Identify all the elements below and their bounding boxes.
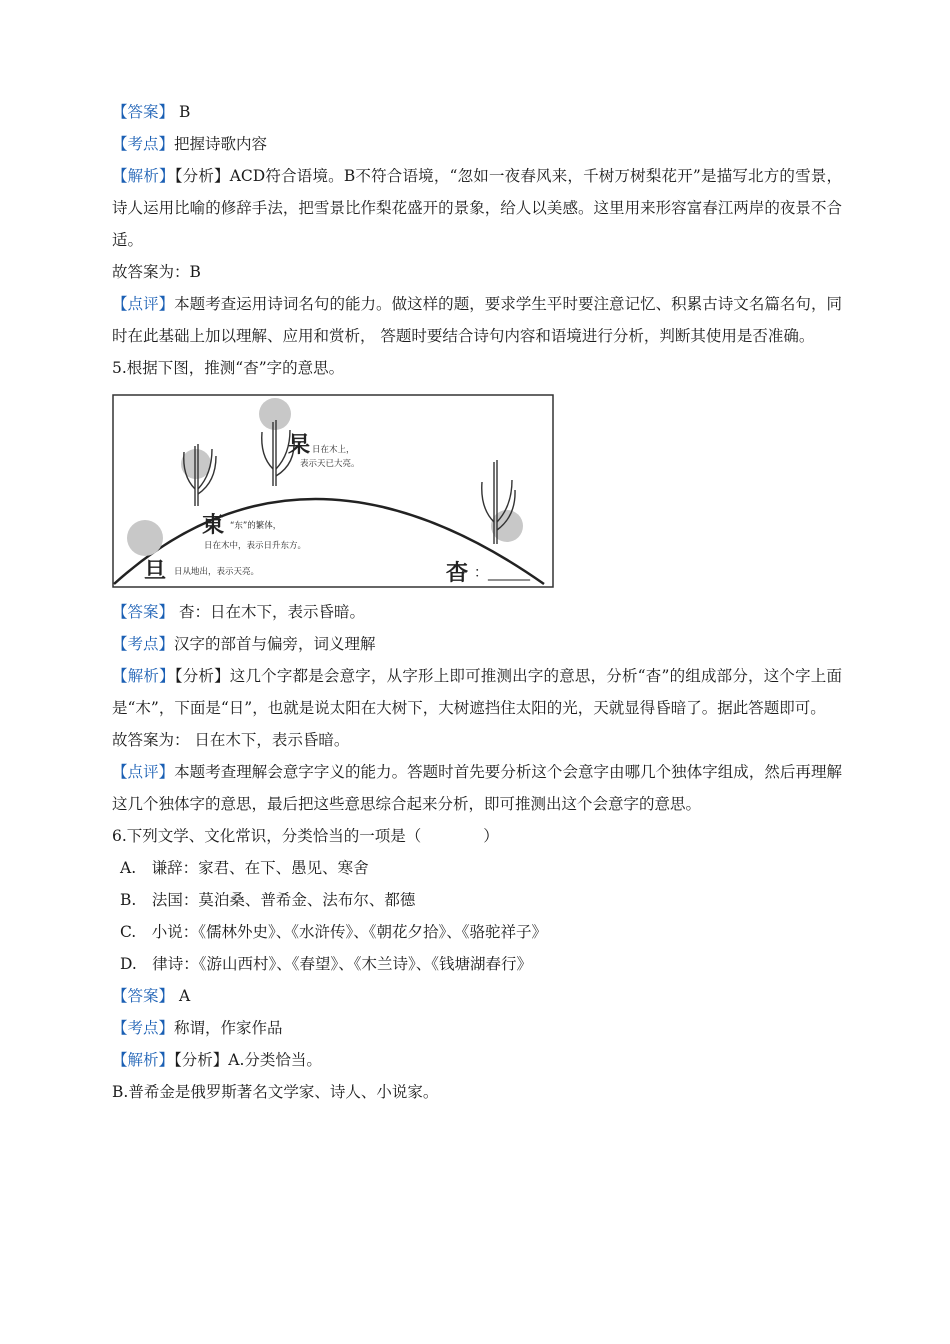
- knowledge-point-line-5: [112, 628, 842, 660]
- answer-tag: 【答案】: [112, 603, 175, 621]
- char-yao: 杳: [446, 561, 469, 586]
- answer-text: 杳：日在木下，表示昏暗。: [174, 603, 365, 621]
- option-c: C. 小说：《儒林外史》、《水浒传》、《朝花夕拾》、《骆驼祥子》: [120, 923, 547, 941]
- yao-blank: ：______: [474, 565, 530, 581]
- analysis-text: 【分析】A.分类恰当。: [174, 1051, 322, 1069]
- dong-desc-1: “东”的繁体，: [230, 521, 282, 531]
- answer-line: [112, 96, 842, 128]
- analysis-line-6: [112, 1044, 842, 1076]
- char-dong: 東: [202, 513, 225, 538]
- knowledge-tag: 【考点】: [112, 635, 175, 653]
- document-content: [112, 96, 842, 1108]
- dong-desc-2: 日在木中，表示日升东方。: [204, 541, 307, 551]
- answer-line-5: [112, 596, 842, 628]
- option-d: D. 律诗：《游山西村》、《春望》、《木兰诗》、《钱塘湖春行》: [120, 955, 533, 973]
- char-gao: 杲: [288, 433, 311, 458]
- analysis-text: 【分析】这几个字都是会意字，从字形上即可推测出字的意思，分析“杳”的组成部分，这个字上面是“木”，下面是“日”，也就是说太阳在大树下，大树遮挡住太阳的光，天就显得昏暗了。据此答题即可。: [112, 667, 842, 717]
- knowledge-text: 称谓，作家作品: [174, 1019, 283, 1037]
- figure-drawing: [112, 394, 554, 590]
- sun-dan: [127, 520, 163, 556]
- analysis-paragraph-5: [112, 660, 842, 724]
- answer-tag: 【答案】: [112, 987, 175, 1005]
- knowledge-text: 汉字的部首与偏旁，词义理解: [174, 635, 376, 653]
- dan-desc: 日从地出，表示天亮。: [174, 567, 260, 577]
- answer-text: A: [174, 987, 191, 1005]
- answer-tag: 【答案】: [112, 103, 175, 121]
- analysis-paragraph: [112, 160, 842, 256]
- analysis-tag: 【解析】: [112, 1051, 175, 1069]
- question-5: 5.根据下图，推测“杳”字的意思。: [112, 359, 345, 377]
- option-b: B. 法国：莫泊桑、普希金、法布尔、都德: [120, 891, 416, 909]
- question-6: 6.下列文学、文化常识，分类恰当的一项是（ ）: [112, 827, 499, 845]
- figure-border: [113, 395, 553, 587]
- comment-tag: 【点评】: [112, 763, 175, 781]
- analysis-text: 【分析】ACD符合语境。B不符合语境，“忽如一夜春风来，千树万树梨花开”是描写北方的雪景，诗人运用比喻的修辞手法，把雪景比作梨花盛开的景象，给人以美感。这里用来形容富春江两岸的夜景不合适。: [112, 167, 842, 249]
- comment-paragraph-5: [112, 756, 842, 820]
- character-figure: [112, 394, 554, 590]
- char-dan: 旦: [144, 559, 167, 584]
- comment-text: 本题考查理解会意字字义的能力。答题时首先要分析这个会意字由哪几个独体字组成，然后再理解这几个独体字的意思，最后把这些意思综合起来分析，即可推测出这个会意字的意思。: [112, 763, 842, 813]
- knowledge-point-line-6: [112, 1012, 842, 1044]
- answer-line-6: [112, 980, 842, 1012]
- final-answer-line: 故答案为：B: [112, 263, 201, 281]
- analysis-tag: 【解析】: [112, 167, 175, 185]
- comment-text: 本题考查运用诗词名句的能力。做这样的题，要求学生平时要注意记忆、积累古诗文名篇名句，同时在此基础上加以理解、应用和赏析， 答题时要结合诗句内容和语境进行分析，判断其使用是否准确。: [112, 295, 842, 345]
- answer-text: B: [174, 103, 191, 121]
- analysis-line-6b: B.普希金是俄罗斯著名文学家、诗人、小说家。: [112, 1083, 439, 1101]
- comment-paragraph: [112, 288, 842, 352]
- sun-gao: [259, 398, 291, 430]
- analysis-tag: 【解析】: [112, 667, 175, 685]
- sun-yao: [491, 510, 523, 542]
- knowledge-tag: 【考点】: [112, 135, 175, 153]
- knowledge-tag: 【考点】: [112, 1019, 175, 1037]
- final-answer-line-5: 故答案为： 日在木下，表示昏暗。: [112, 731, 350, 749]
- knowledge-point-line: [112, 128, 842, 160]
- gao-desc-1: 日在木上，: [312, 445, 355, 455]
- comment-tag: 【点评】: [112, 295, 175, 313]
- knowledge-text: 把握诗歌内容: [174, 135, 268, 153]
- option-a: A. 谦辞：家君、在下、愚见、寒舍: [120, 859, 369, 877]
- gao-desc-2: 表示天已大亮。: [300, 459, 360, 469]
